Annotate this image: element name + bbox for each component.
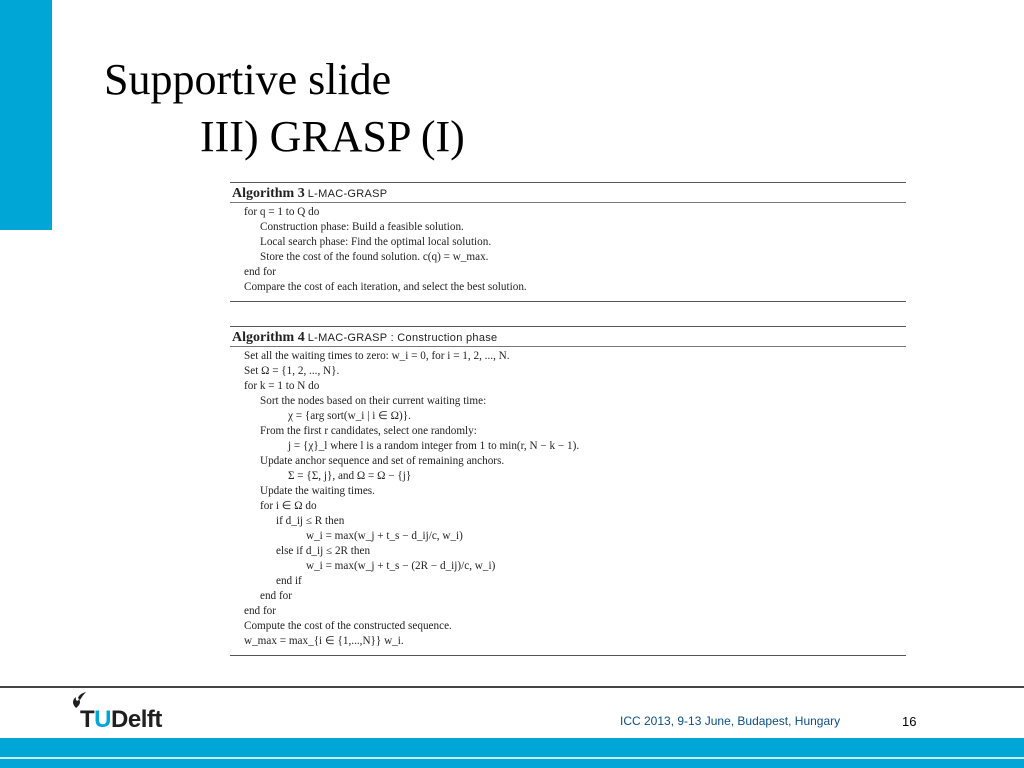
algorithm-4-line: for k = 1 to N do bbox=[244, 380, 320, 392]
conference-info: ICC 2013, 9-13 June, Budapest, Hungary bbox=[620, 714, 841, 728]
logo-word-delft: Delft bbox=[111, 706, 162, 733]
algorithm-3-line: Store the cost of the found solution. c(q) = w_max. bbox=[260, 251, 489, 263]
algorithm-4-line: else if d_ij ≤ 2R then bbox=[276, 545, 371, 557]
tu-delft-logo bbox=[80, 706, 162, 734]
algorithm-4-line: Set all the waiting times to zero: w_i = 0, for i = 1, 2, ..., N. bbox=[244, 350, 510, 362]
algorithm-4-label: Algorithm 4 bbox=[232, 330, 305, 345]
slide-title: Supportive slide bbox=[104, 55, 392, 104]
algorithm-3-header bbox=[230, 182, 906, 203]
algorithm-4-line: end if bbox=[276, 575, 302, 587]
algorithm-4-line: Set Ω = {1, 2, ..., N}. bbox=[244, 365, 340, 377]
algorithm-3-body bbox=[230, 203, 906, 302]
algorithm-4-line: Σ = {Σ, j}, and Ω = Ω − {j} bbox=[288, 470, 412, 482]
algorithm-4-header bbox=[230, 326, 906, 347]
accent-side-bar bbox=[0, 0, 52, 230]
algorithm-4-line: From the first r candidates, select one randomly: bbox=[260, 425, 477, 437]
algorithm-4-line: Sort the nodes based on their current waiting time: bbox=[260, 395, 487, 407]
algorithm-4-line: χ = {arg sort(w_i | i ∈ Ω)}. bbox=[288, 410, 411, 422]
algorithm-4-body bbox=[230, 347, 906, 656]
algorithm-3-name: L-MAC-GRASP bbox=[307, 188, 388, 200]
algorithm-4-line: if d_ij ≤ R then bbox=[276, 515, 345, 527]
algorithm-4-line: Update the waiting times. bbox=[260, 485, 375, 497]
logo-letter-u: U bbox=[94, 706, 112, 733]
algorithm-4-line: Update anchor sequence and set of remaining anchors. bbox=[260, 455, 505, 467]
algorithm-4-box bbox=[230, 326, 906, 656]
algorithm-3-line: Construction phase: Build a feasible solution. bbox=[260, 221, 464, 233]
footer-accent-stripe bbox=[0, 757, 1024, 759]
footer-accent-bar bbox=[0, 738, 1024, 768]
algorithm-4-line: j = {χ}_l where l is a random integer from 1 to min(r, N − k − 1). bbox=[288, 440, 580, 452]
algorithm-3-box bbox=[230, 182, 906, 302]
algorithm-4-line: w_i = max(w_j + t_s − d_ij/c, w_i) bbox=[306, 530, 463, 542]
algorithm-3-line: Local search phase: Find the optimal local solution. bbox=[260, 236, 492, 248]
slide-subtitle: III) GRASP (I) bbox=[200, 112, 465, 161]
algorithm-3-line: end for bbox=[244, 266, 276, 278]
algorithm-4-line: end for bbox=[244, 605, 276, 617]
page-number: 16 bbox=[902, 714, 917, 729]
algorithm-4-line: w_i = max(w_j + t_s − (2R − d_ij)/c, w_i) bbox=[306, 560, 496, 572]
algorithm-3-line: for q = 1 to Q do bbox=[244, 206, 320, 218]
algorithm-4-line: Compute the cost of the constructed sequence. bbox=[244, 620, 452, 632]
algorithm-3-line: Compare the cost of each iteration, and select the best solution. bbox=[244, 281, 527, 293]
algorithm-4-line: w_max = max_{i ∈ {1,...,N}} w_i. bbox=[244, 635, 404, 647]
logo-letter-t: T bbox=[80, 706, 95, 733]
algorithm-4-line: for i ∈ Ω do bbox=[260, 500, 317, 512]
algorithm-3-label: Algorithm 3 bbox=[232, 186, 305, 201]
algorithm-4-line: end for bbox=[260, 590, 292, 602]
algorithm-4-name: L-MAC-GRASP : Construction phase bbox=[307, 332, 498, 344]
footer-divider bbox=[0, 686, 1024, 688]
